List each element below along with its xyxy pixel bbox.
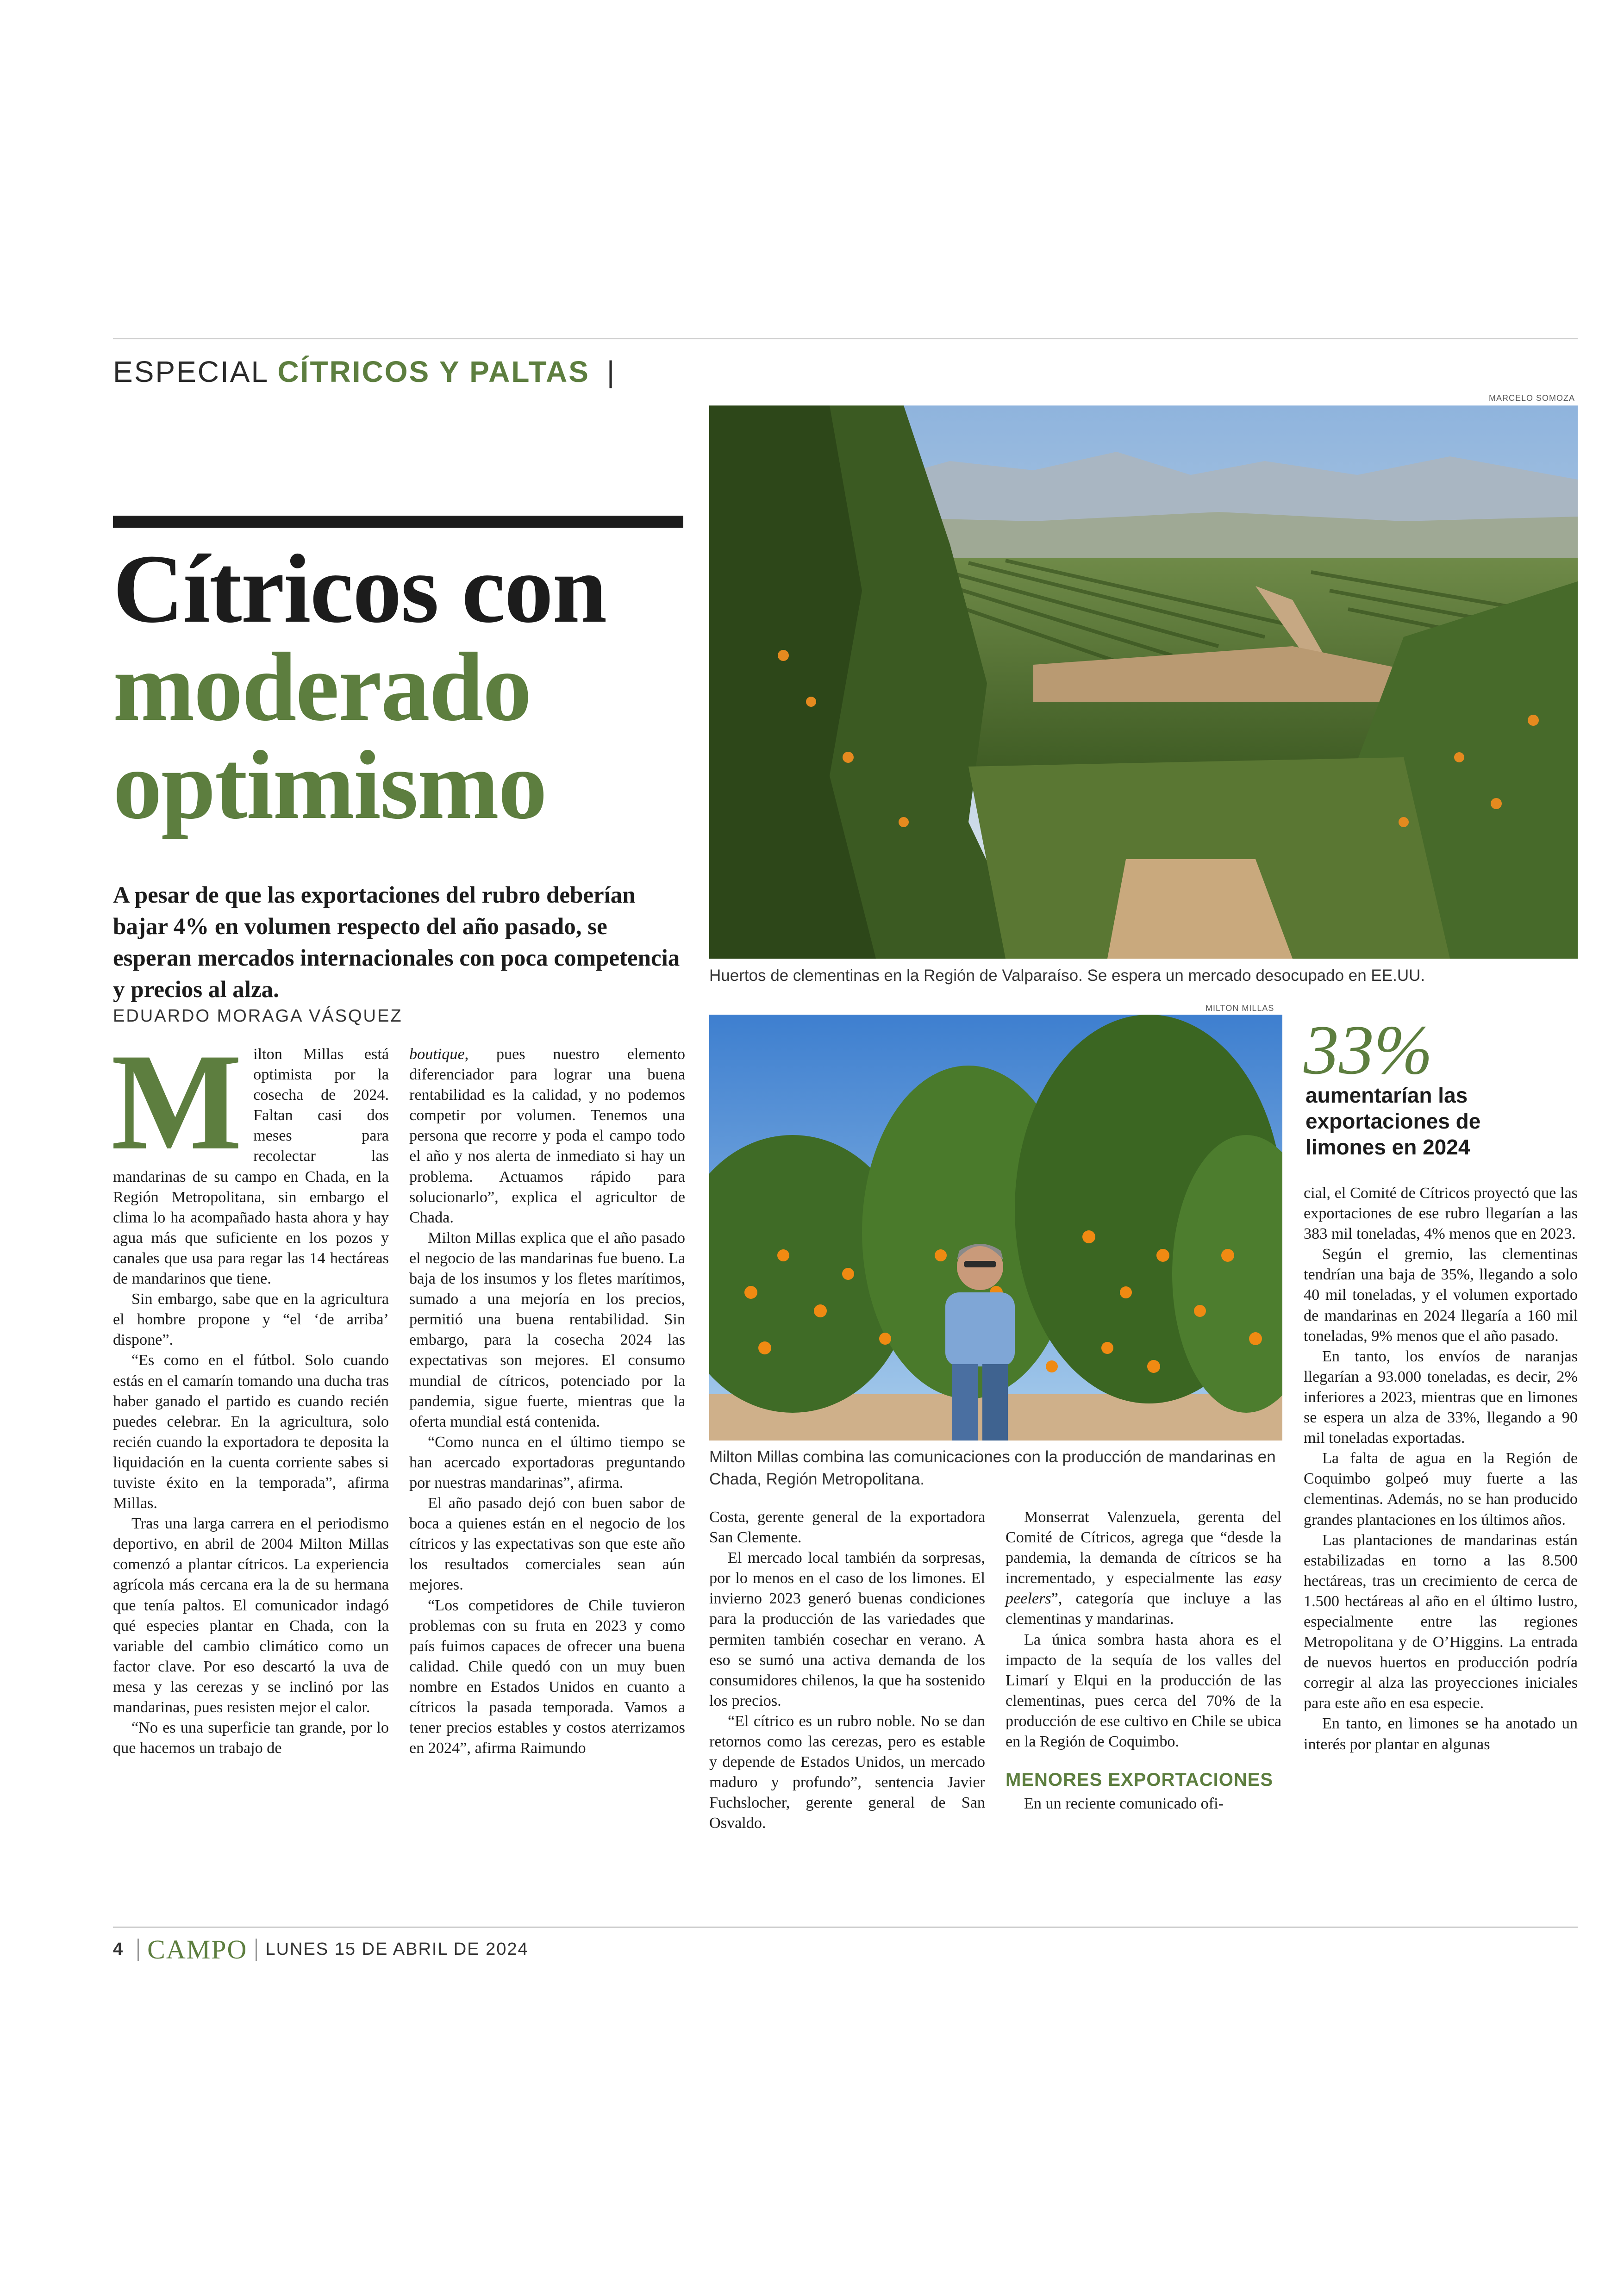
footer-divider xyxy=(256,1939,257,1961)
paragraph: En un reciente comunicado ofi- xyxy=(1024,1795,1224,1813)
paragraph: Sin embargo, sabe que en la agricultura el hombre propone y “el ‘de arriba’ dispone”. xyxy=(113,1291,389,1349)
publication-name: CAMPO xyxy=(147,1934,248,1964)
orchard-illustration xyxy=(709,405,1578,959)
paragraph: “Como nunca en el último tiempo se han acercado exportadoras preguntando por nuestras mandarinas”, afirma. xyxy=(409,1433,685,1491)
page-number: 4 xyxy=(113,1940,123,1959)
farmer-illustration xyxy=(709,1015,1282,1441)
paragraph-lead: Milton Millas está optimista por la cosecha de 2024. Faltan casi dos meses para recolectar las mandarinas de su campo en Chada, en la Región Metropolitana, sin embargo el clima lo ha acompañado hasta ahora y hay agua más que suficiente en los pozos y canales que usa para regar las 14 hectáreas de mandarinos que tiene. xyxy=(111,1025,389,1288)
article-column-2 xyxy=(409,1044,685,1759)
top-rule xyxy=(113,338,1578,339)
paragraph: “Los competidores de Chile tuvieron problemas con su fruta en 2023 y como país fuimos capaces de ofrecer una buena calidad. Chile quedó con un muy buen nombre en Estados Unidos en cuanto a cítricos la pasada temporada. Vamos a tener precios estables y costos aterrizamos en 2024”, afirma Raimundo xyxy=(409,1597,685,1757)
paragraph: “El cítrico es un rubro noble. No se dan retornos como las cerezas, pero es estable y depende de Estados Unidos, un mercado maduro y profundo”, sentencia Javier Fuchslocher, gerente general de San Osvaldo. xyxy=(709,1712,985,1832)
paragraph: En tanto, en limones se ha anotado un interés por plantar en algunas xyxy=(1304,1715,1578,1753)
headline-line-3: optimismo xyxy=(113,730,546,839)
stat-text: aumentarían las exportaciones de limones en 2024 xyxy=(1305,1083,1481,1159)
photo-caption-top: Huertos de clementinas en la Región de Valparaíso. Se espera un mercado desocupado en EE.UU. xyxy=(709,967,1425,985)
photo-farmer xyxy=(709,1015,1282,1441)
footer-divider xyxy=(137,1939,139,1961)
photo-orchard xyxy=(709,405,1578,959)
headline-bar xyxy=(113,516,683,528)
dropcap: M xyxy=(111,1025,243,1179)
paragraph: Monserrat Valenzuela, gerenta del Comité de Cítricos, agrega que “desde la pandemia, la demanda de cítricos se ha incrementado, y especialmente las easy peelers”, categoría que incluye a las clementinas y mandarinas. xyxy=(1006,1509,1281,1628)
bottom-rule xyxy=(113,1927,1578,1928)
paragraph: El mercado local también da sorpresas, por lo menos en el caso de los limones. El invierno 2023 generó buenas condiciones para la producción de las variedades que permiten también cosechar en verano. A eso se sumó una activa demanda de los consumidores chilenos, la que ha sostenido los precios. xyxy=(709,1549,985,1709)
photo-credit-top: MARCELO SOMOZA xyxy=(1489,393,1575,403)
article-column-3 xyxy=(709,1507,985,1834)
photo-credit-middle: MILTON MILLAS xyxy=(1206,1004,1274,1013)
issue-date: LUNES 15 DE ABRIL DE 2024 xyxy=(265,1940,529,1959)
headline-line-1: Cítricos con xyxy=(113,534,606,643)
deck: A pesar de que las exportaciones del rubro deberían bajar 4% en volumen respecto del año pasado, se esperan mercados internacionales con poca competencia y precios al alza. xyxy=(113,882,680,1003)
paragraph: La falta de agua en la Región de Coquimbo golpeó muy fuerte a las clementinas. Además, no se han producido grandes plantaciones en los últimos años. xyxy=(1304,1450,1578,1528)
section-label xyxy=(113,355,616,389)
stat-number: 33% xyxy=(1304,1011,1433,1089)
paragraph: En tanto, los envíos de naranjas llegarían a 93.000 toneladas, es decir, 2% inferiores a 2023, mientras que en limones se espera un alza de 33%, llegando a 90 mil toneladas exportadas. xyxy=(1304,1347,1578,1447)
paragraph: cial, el Comité de Cítricos proyectó que las exportaciones de ese rubro llegarían a las 383 mil toneladas, 4% menos que en 2023. xyxy=(1304,1185,1578,1243)
headline xyxy=(113,534,687,839)
paragraph: “No es una superficie tan grande, por lo que hacemos un trabajo de xyxy=(113,1719,389,1757)
article-column-4 xyxy=(1006,1507,1281,1814)
section-divider: | xyxy=(606,355,616,388)
paragraph: boutique, pues nuestro elemento diferenciador para lograr una buena rentabilidad es la calidad, y no podemos competir por volumen. Tenemos una persona que recorre y poda el campo todo el año y nos alerta de inmediato si hay un problema. Actuamos rápido para solucionarlo”, explica el agricultor de Chada. xyxy=(409,1046,685,1226)
photo-caption-middle: Milton Millas combina las comunicaciones con la producción de mandarinas en Chada, Región Metropolitana. xyxy=(709,1448,1276,1488)
paragraph: “Es como en el fútbol. Solo cuando estás en el camarín tomando una ducha tras haber ganado el partido es cuando recién puedes celebrar. En la agricultura, solo recién cuando la exportadora te deposita la liquidación en la cuenta corriente sabes si tuviste éxito en la temporada”, afirma Millas. xyxy=(113,1352,389,1512)
article-column-5 xyxy=(1304,1183,1578,1755)
section-prefix: ESPECIAL xyxy=(113,355,268,388)
paragraph: El año pasado dejó con buen sabor de boca a quienes están en el negocio de los cítricos y las expectativas son que este año los resultados comerciales sean aún mejores. xyxy=(409,1495,685,1594)
subheading: MENORES EXPORTACIONES xyxy=(1006,1770,1274,1790)
paragraph: La única sombra hasta ahora es el impacto de la sequía de los valles del Limarí y Elqui en la producción de las clementinas, pues cerca del 70% de la producción de ese cultivo en Chile se ubica en la Región de Coquimbo. xyxy=(1006,1631,1281,1751)
section-highlight: CÍTRICOS Y PALTAS xyxy=(277,355,590,388)
headline-line-2: moderado xyxy=(113,632,531,741)
byline: EDUARDO MORAGA VÁSQUEZ xyxy=(113,1006,403,1026)
article-column-1 xyxy=(111,1025,389,1759)
page-footer xyxy=(113,1934,529,1965)
paragraph: Según el gremio, las clementinas tendrían una baja de 35%, llegando a solo 40 mil toneladas, y el volumen exportado de mandarinas en 2024 llegaría a 160 mil toneladas, 9% menos que el año pasado. xyxy=(1304,1246,1578,1345)
paragraph: Tras una larga carrera en el periodismo deportivo, en abril de 2004 Milton Millas comenzó a plantar cítricos. La experiencia agrícola más cercana era la de su hermana que tenía paltos. El comunicador indagó qué especies plantar en Chada, con la variable del cambio climático como un factor clave. Por eso descartó la uva de mesa y las cerezas y se inclinó por las mandarinas, pues resisten mejor el calor. xyxy=(113,1515,389,1716)
paragraph: Las plantaciones de mandarinas están estabilizadas en torno a las 8.500 hectáreas, tras un crecimiento de cerca de 1.500 hectáreas al año en el último lustro, especialmente entre las regiones Metropolitana y de O’Higgins. La entrada de nuevos huertos en producción podría corregir al alza las proyecciones iniciales para este año en esa especie. xyxy=(1304,1531,1578,1712)
paragraph: Milton Millas explica que el año pasado el negocio de las mandarinas fue bueno. La baja de los insumos y los fletes marítimos, sumado a una mejoría en los precios, permitió una buena rentabilidad. Sin embargo, para la cosecha 2024 las expectativas son mejores. El consumo mundial de cítricos, potenciado por la pandemia, sigue fuerte, mientras que la oferta mundial está contenida. xyxy=(409,1229,685,1430)
paragraph: Costa, gerente general de la exportadora San Clemente. xyxy=(709,1509,985,1547)
